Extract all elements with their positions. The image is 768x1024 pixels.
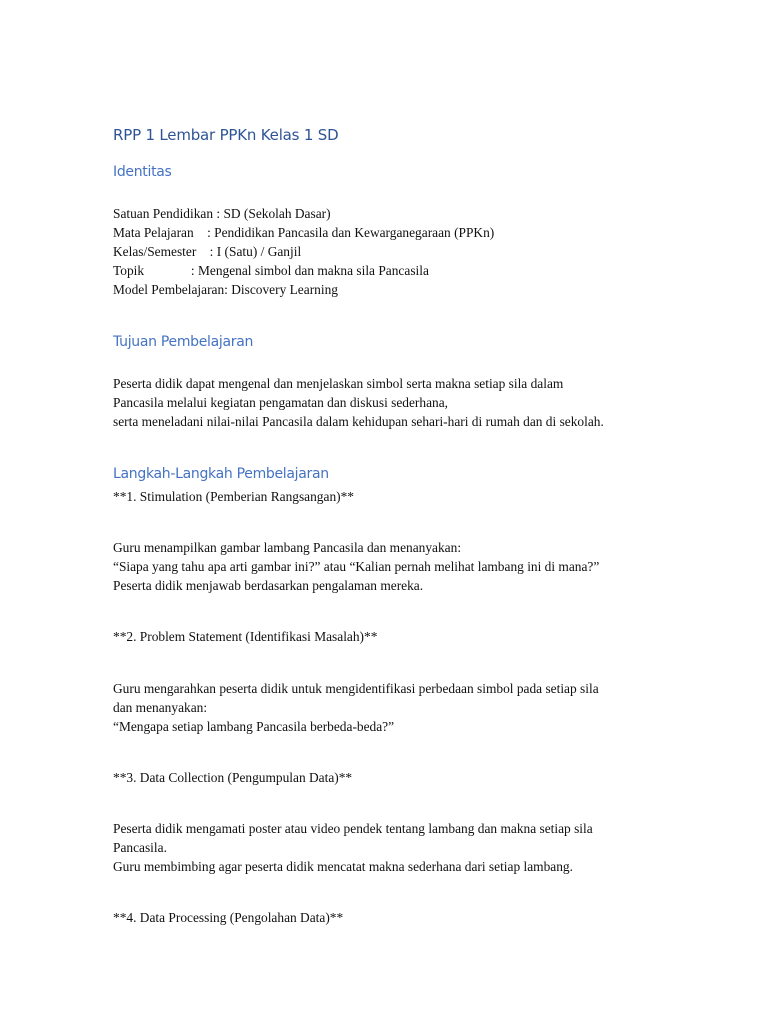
- step1-line: Peserta didik menjawab berdasarkan pengalaman mereka.: [113, 578, 424, 593]
- step1-label: **1. Stimulation (Pemberian Rangsangan)**: [113, 489, 354, 504]
- step3-label: **3. Data Collection (Pengumpulan Data)**: [113, 770, 353, 785]
- identitas-line: Satuan Pendidikan : SD (Sekolah Dasar): [113, 206, 331, 221]
- tujuan-line: Peserta didik dapat mengenal dan menjelaskan simbol serta makna setiap sila dalam: [113, 376, 564, 391]
- step1-line: Guru menampilkan gambar lambang Pancasila dan menanyakan:: [113, 540, 462, 555]
- heading-tujuan: Tujuan Pembelajaran: [113, 334, 254, 350]
- tujuan-line: Pancasila melalui kegiatan pengamatan dan diskusi sederhana,: [113, 395, 449, 410]
- heading-langkah: Langkah-Langkah Pembelajaran: [113, 466, 329, 482]
- step4-label: **4. Data Processing (Pengolahan Data)**: [113, 910, 344, 925]
- step3-line: Pancasila.: [113, 840, 167, 855]
- step2-line: “Mengapa setiap lambang Pancasila berbeda-beda?”: [113, 719, 395, 734]
- step3-line: Peserta didik mengamati poster atau video pendek tentang lambang dan makna setiap sila: [113, 821, 593, 836]
- step2-line: Guru mengarahkan peserta didik untuk mengidentifikasi perbedaan simbol pada setiap sila: [113, 681, 599, 696]
- step2-line: dan menanyakan:: [113, 700, 208, 715]
- document-title: RPP 1 Lembar PPKn Kelas 1 SD: [113, 126, 339, 144]
- step1-line: “Siapa yang tahu apa arti gambar ini?” atau “Kalian pernah melihat lambang ini di mana?”: [113, 559, 600, 574]
- heading-identitas: Identitas: [113, 164, 172, 180]
- identitas-line: Model Pembelajaran: Discovery Learning: [113, 282, 338, 297]
- identitas-line: Kelas/Semester : I (Satu) / Ganjil: [113, 244, 302, 259]
- identitas-line: Mata Pelajaran : Pendidikan Pancasila dan Kewarganegaraan (PPKn): [113, 225, 495, 240]
- step2-label: **2. Problem Statement (Identifikasi Masalah)**: [113, 629, 378, 644]
- identitas-line: Topik : Mengenal simbol dan makna sila Pancasila: [113, 263, 429, 278]
- tujuan-line: serta meneladani nilai-nilai Pancasila dalam kehidupan sehari-hari di rumah dan di sekolah.: [113, 414, 604, 429]
- step3-line: Guru membimbing agar peserta didik mencatat makna sederhana dari setiap lambang.: [113, 859, 573, 874]
